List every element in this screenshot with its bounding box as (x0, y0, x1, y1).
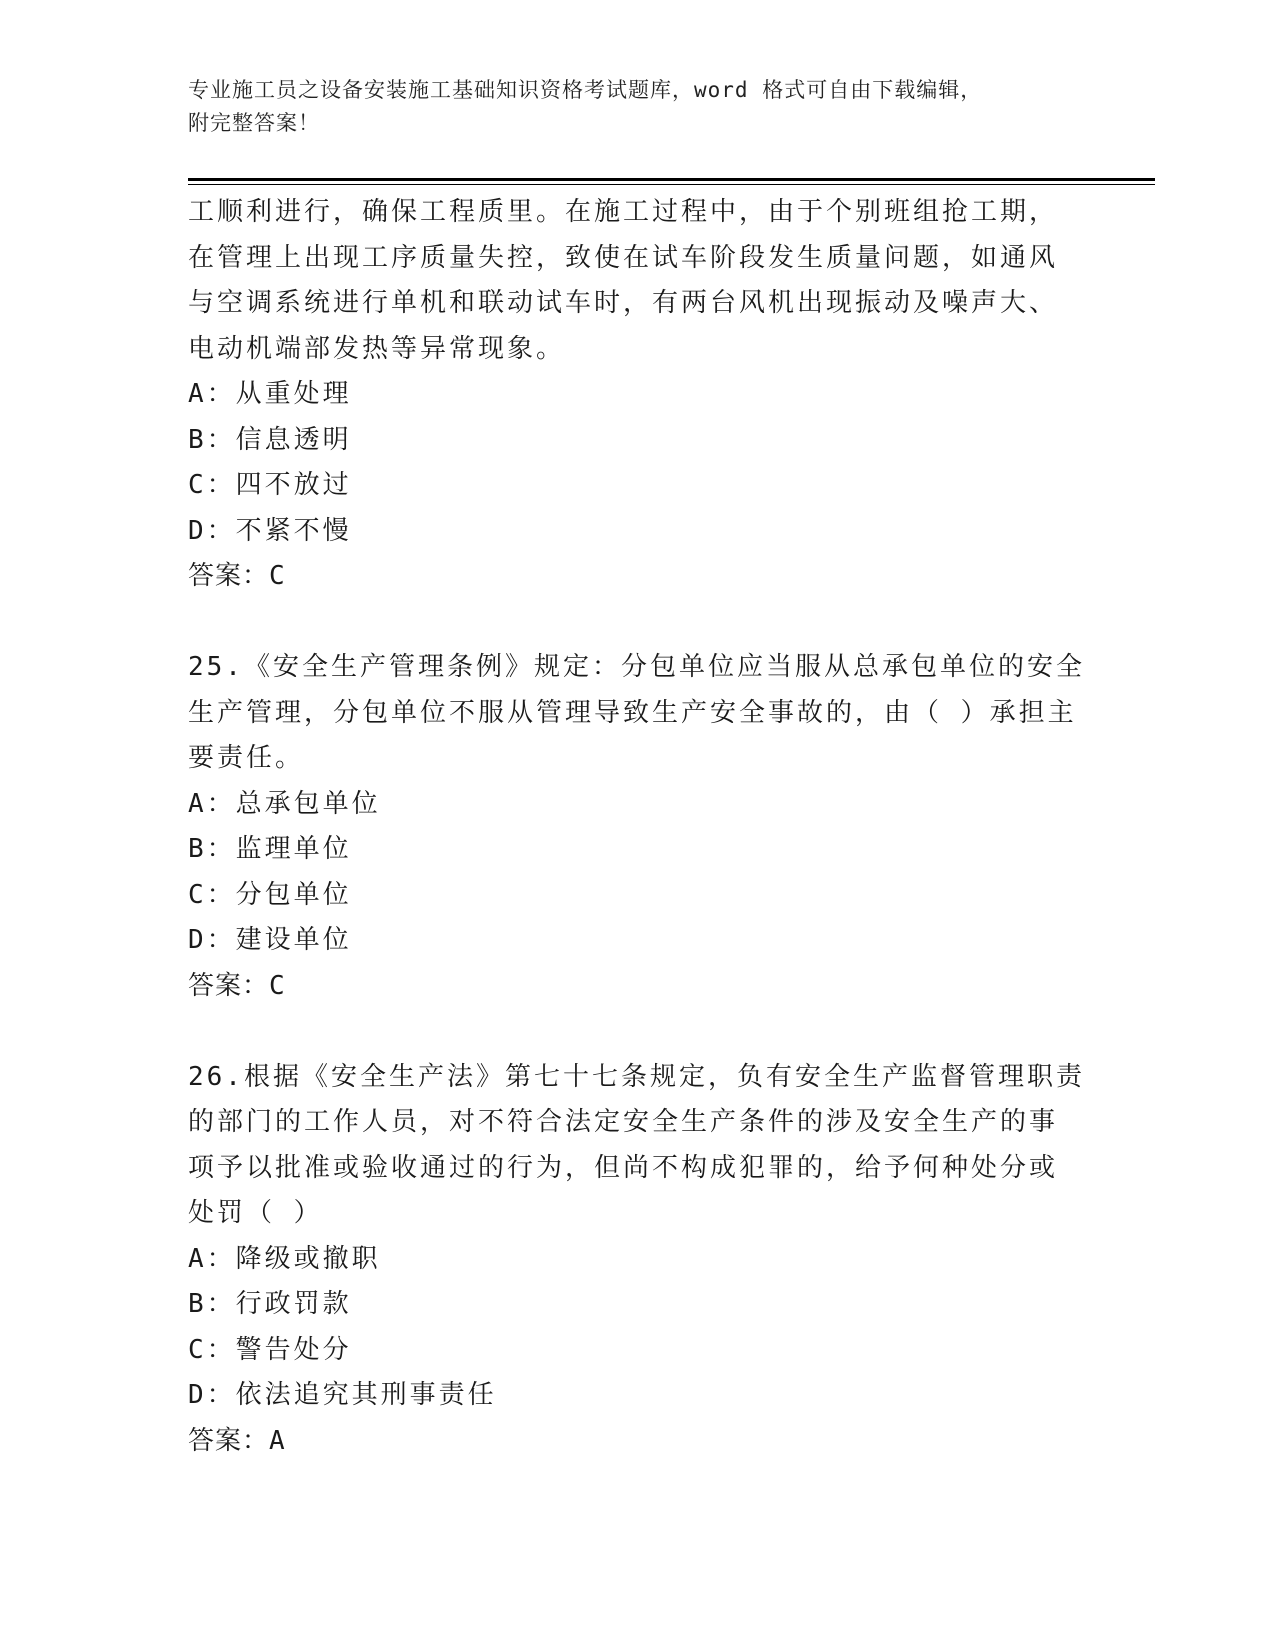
header-divider-thin (188, 184, 1155, 185)
question-text-line: 项予以批准或验收通过的行为，但尚不构成犯罪的，给予何种处分或 (188, 1152, 1059, 1183)
answer-line: 答案：C (188, 561, 286, 591)
question-spacer (188, 600, 1088, 646)
option-d: D：依法追究其刑事责任 (188, 1380, 497, 1410)
question-26 (188, 1055, 1088, 1465)
question-text-line: 电动机端部发热等异常现象。 (188, 333, 566, 364)
question-25 (188, 645, 1088, 1009)
document-header (188, 74, 1088, 140)
question-content (188, 190, 1088, 1464)
option-c: C：警告处分 (188, 1334, 352, 1365)
question-text-line: 25.《安全生产管理条例》规定：分包单位应当服从总承包单位的安全 (188, 652, 1085, 682)
header-divider-thick (188, 178, 1155, 181)
question-text-line: 与空调系统进行单机和联动试车时，有两台风机出现振动及噪声大、 (188, 288, 1059, 318)
question-24-continuation (188, 190, 1088, 600)
question-text-line: 要责任。 (188, 743, 305, 773)
option-a: A：降级或撤职 (188, 1243, 381, 1274)
option-d: D：建设单位 (188, 925, 352, 955)
answer-line: 答案：A (188, 1425, 286, 1456)
option-a: A：总承包单位 (188, 788, 381, 819)
answer-line: 答案：C (188, 970, 286, 1001)
option-c: C：四不放过 (188, 470, 352, 500)
question-spacer (188, 1009, 1088, 1055)
question-text-line: 在管理上出现工序质量失控，致使在试车阶段发生质量问题，如通风 (188, 242, 1059, 273)
option-b: B：行政罚款 (188, 1289, 352, 1319)
question-text-line: 处罚（ ） (188, 1198, 323, 1228)
question-text-line: 的部门的工作人员，对不符合法定安全生产条件的涉及安全生产的事 (188, 1107, 1059, 1137)
option-d: D：不紧不慢 (188, 515, 352, 546)
option-b: B：监理单位 (188, 834, 352, 864)
question-text-line: 生产管理，分包单位不服从管理导致生产安全事故的，由（ ）承担主 (188, 697, 1077, 728)
option-b: B：信息透明 (188, 424, 352, 455)
header-line-2: 附完整答案！ (188, 111, 320, 135)
question-text-line: 26.根据《安全生产法》第七十七条规定，负有安全生产监督管理职责 (188, 1061, 1085, 1092)
option-c: C：分包单位 (188, 879, 352, 910)
header-line-1: 专业施工员之设备安装施工基础知识资格考试题库，word 格式可自由下载编辑， (188, 78, 983, 102)
option-a: A：从重处理 (188, 379, 352, 409)
question-text-line: 工顺利进行，确保工程质里。在施工过程中，由于个别班组抢工期， (188, 197, 1059, 227)
